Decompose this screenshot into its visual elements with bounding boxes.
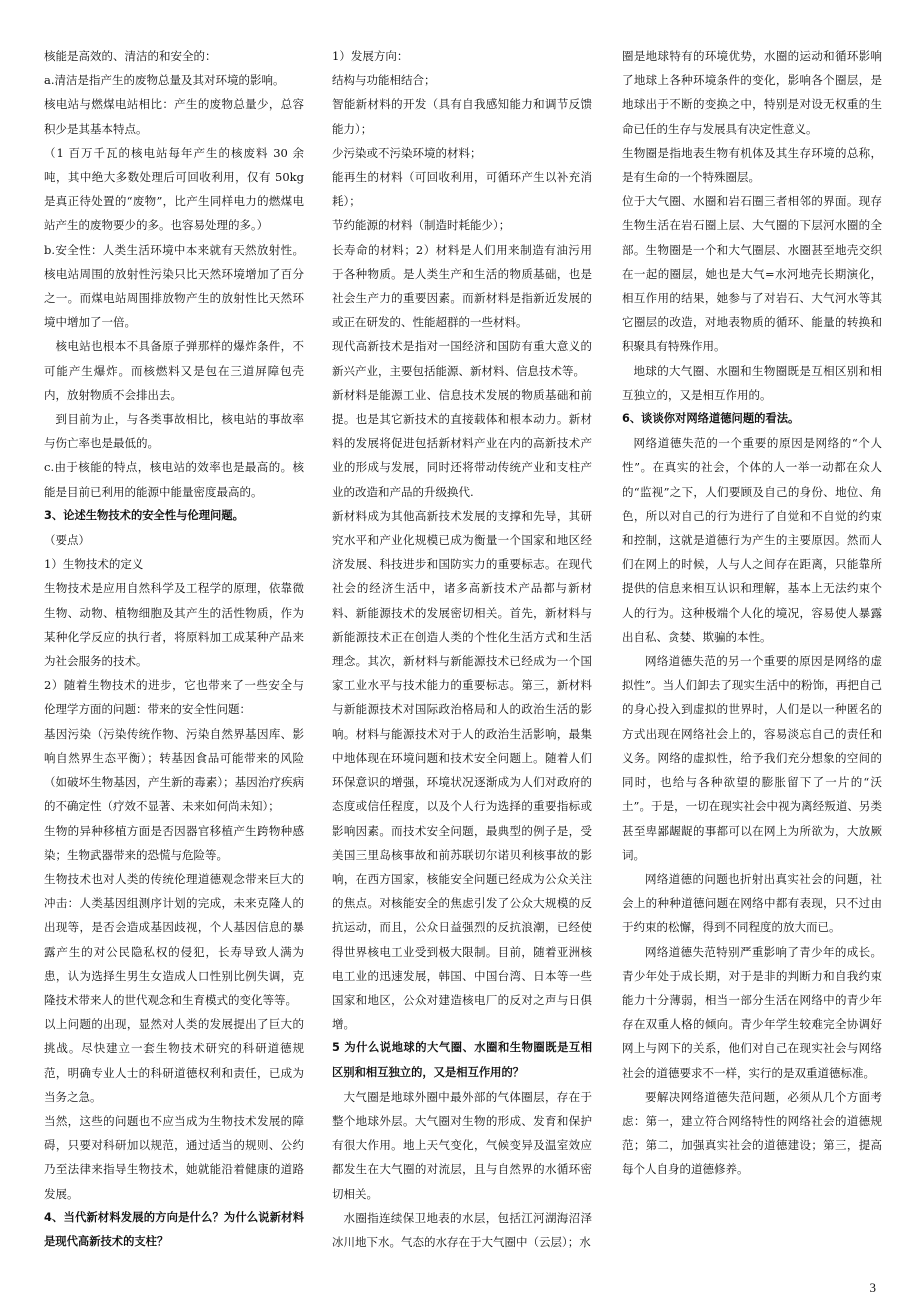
paragraph: 网络道德的问题也折射出真实社会的问题，社会上的种种道德问题在网络中都有表现，只不过由于约束的松懈，得到不同程度的放大而已。 [622,871,882,935]
paragraph: 大气圈是地球外圈中最外部的气体圈层，存在于整个地球外层。大气圈对生物的形成、发育和保护有很大作用。地上天气变化，气候变异及温室效应都发生在大气圈的对流层，且与自然界的水循环密切相关。 [332,1089,592,1201]
paragraph: 生物的异种移植方面是否因器官移植产生跨物种感染；生物武器带来的恐慌与危险等。 [44,823,304,862]
paragraph: 2）随着生物技术的进步，它也带来了一些安全与伦理学方面的问题：带来的安全性问题： [44,678,304,717]
question-heading: 5 为什么说地球的大气圈、水圈和生物圈既是互相区别和相互独立的，又是相互作用的？ [332,1041,592,1079]
paragraph: （1 百万千瓦的核电站每年产生的核废料 30 余吨，其中绝大多数处理后可回收利用，仅有 50kg 是真正待处置的“废物”，比产生同样电力的燃煤电站产生的废物要少的多。也容易处理的多。） [44,145,304,233]
page-number: 3 [869,1280,876,1295]
question-heading: 4、当代新材料发展的方向是什么？为什么说新材料是现代高新技术的支柱？ [44,1210,304,1248]
paragraph: 核能是高效的、清洁的和安全的： [44,49,217,63]
question-heading: 3、论述生物技术的安全性与伦理问题。 [44,508,244,522]
paragraph: 新材料成为其他高新技术发展的支撑和先导，其研究水平和产业化规模已成为衡量一个国家和地区经济发展、科技进步和国防实力的重要标志。在现代社会的经济生活中，诸多高新技术产品都与新材料、新能源技术的发展密切相关。首先，新材料与新能源技术正在创造人类的个性化生活方式和生活理念。其次，新材料与新能源技术已经成为一个国家工业水平与技术能力的重要标志。第三，新材料与新能源技术对国际政治格局和人的政治生活的影响。材料与能源技术对于人的政治生活影响，最集中地体现在环境问题和技术安全问题上。随着人们环保意识的增强，环境状况逐渐成为人们对政府的态度或信任程度，以及个人行为选择的重要指标或影响因素。而技术安全问题，最典型的例子是，受美国三里岛核事故和前苏联切尔诺贝利核事故的影响，在西方国家，核能安全问题已经成为公众关注的焦点。对核能安全的焦虑引发了公众大规模的反抗运动，而且，公众日益强烈的反抗浪潮，已经使得世界核电工业受到极大限制。目前，随着亚洲核电工业的迅速发展，韩国、中国台湾、日本等一些国家和地区，公众对建造核电厂的反对之声与日俱增。 [332,508,592,1032]
paragraph: 长寿命的材料；2）材料是人们用来制造有油污用于各种物质。是人类生产和生活的物质基础，也是社会生产力的重要因素。而新材料是指新近发展的或正在研发的、性能超群的一些材料。 [332,242,592,330]
paragraph: 生物圈是指地表生物有机体及其生存环境的总称，是有生命的一个特殊圈层。 [622,145,882,185]
paragraph: 圈是地球特有的环境优势，水圈的运动和循环影响了地球上各种环境条件的变化，影响各个圈层，是地球出于不断的变换之中，特别是对设无权重的生命已任的生存与发展具有决定性意义。 [622,49,882,136]
paragraph: 现代高新技术是指对一国经济和国防有重大意义的新兴产业，主要包括能源、新材料、信息技术等。 [332,339,592,378]
paragraph: 结构与功能相结合； [332,73,436,88]
paragraph: 地球的大气圈、水圈和生物圈既是互相区别和相互独立的，又是相互作用的。 [622,363,882,402]
paragraph: （要点） [44,533,90,548]
paragraph: 到目前为止，与各类事故相比，核电站的事故率与伤亡率也是最低的。 [44,412,304,451]
paragraph: b.安全性：人类生活环境中本来就有天然放射性。核电站周围的放射性污染只比天然环境增加了百分之一。而煤电站周围排放物产生的放射性比天然环境中增加了一倍。 [44,242,304,330]
paragraph: 基因污染（污染传统作物、污染自然界基因库、影响自然界生态平衡）；转基因食品可能带来的风险（如破坏生物基因，产生新的毒素）；基因治疗疾病的不确定性（疗效不显著、未来如何尚未知）； [44,726,304,814]
paragraph: 新材料是能源工业、信息技术发展的物质基础和前提。也是其它新技术的直接载体和根本动力。新材料的发展将促进包括新材料产业在内的高新技术产业的形成与发展，同时还将带动传统产业和支柱产业的改造和产品的升级换代. [332,387,592,499]
question-heading: 6、谈谈你对网络道德问题的看法。 [622,412,800,426]
paragraph: a.清洁是指产生的废物总量及其对环境的影响。 [44,73,285,88]
paragraph: 1）生物技术的定义 [44,557,144,572]
paragraph: 生物技术也对人类的传统伦理道德观念带来巨大的冲击：人类基因组测序计划的完成，未来克隆人的出现等，是否会造成基因歧视，个人基因信息的暴露产生的对公民隐私权的侵犯，长寿导致人满为患，认为选择生男生女造成人口性别比例失调，克隆技术带来人的世代观念和生育模式的变化等等。 [44,871,304,1007]
paragraph: 核电站与燃煤电站相比：产生的废物总量少，总容积少是其基本特点。 [44,97,304,136]
paragraph: 水圈指连续保卫地表的水层，包括江河湖海沼泽冰川地下水。气态的水存在于大气圈中（云层）；水 [332,1210,592,1249]
paragraph: 1）发展方向： [332,49,409,63]
text-column-right [622,44,882,1182]
paragraph: 少污染或不污染环境的材料； [332,145,482,160]
paragraph: 当然，这些的问题也不应当成为生物技术发展的障碍，只要对科研加以规范，通过适当的规则、公约乃至法律来指导生物技术，她就能沿着健康的道路发展。 [44,1113,304,1201]
text-column-middle [332,44,592,1254]
text-column-left [44,44,304,1254]
paragraph: 位于大气圈、水圈和岩石圈三者相邻的界面。现存生物生活在岩石圈上层、大气圈的下层河水圈的全部。生物圈是一个和大气圈层、水圈甚至地壳交织在一起的圈层，她也是大气=水河地壳长期演化，相互作用的结果，她参与了对岩石、大气河水等其它圈层的改造，对地表物质的循环、能量的转换和积聚具有特殊作用。 [622,194,882,354]
paragraph: 核电站也根本不具备原子弹那样的爆炸条件，不可能产生爆炸。而核燃料又是包在三道屏障包壳内，放射物质不会排出去。 [44,339,304,402]
paragraph: 要解决网络道德失范问题，必须从几个方面考虑：第一，建立符合网络特性的网络社会的道德规范；第二，加强真实社会的道德建设；第三，提高每个人自身的道德修养。 [622,1089,882,1177]
paragraph: c.由于核能的特点，核电站的效率也是最高的。核能是目前已利用的能源中能量密度最高的。 [44,460,304,499]
paragraph: 网络道德失范特别严重影响了青少年的成长。青少年处于成长期，对于是非的判断力和自我约束能力十分薄弱，相当一部分生活在网络中的青少年存在双重人格的倾向。青少年学生较难完全协调好网上与网下的关系，他们对自己在现实社会与网络社会的道德要求不一样，实行的是双重道德标准。 [622,944,882,1080]
paragraph: 网络道德失范的一个重要的原因是网络的“个人性”。在真实的社会，个体的人一举一动都在众人的“监视”之下，人们要顾及自己的身份、地位、角色，所以对自己的行为进行了自觉和不自觉的约束和控制，这就是道德行为产生的主要原因。然而人们在网上的时候，人与人之间存在距离，只能靠所提供的信息来相互认识和理解，基本上无法约束个人的行为。这种极端个人化的境况，容易使人暴露出自私、贪婪、欺骗的本性。 [622,436,882,644]
paragraph: 智能新材料的开发（具有自我感知能力和调节反馈能力）； [332,97,592,136]
paragraph: 能再生的材料（可回收利用，可循环产生以补充消耗）； [332,170,592,209]
paragraph: 生物技术是应用自然科学及工程学的原理，依靠微生物、动物、植物细胞及其产生的活性物质，作为某种化学反应的执行者，将原料加工成某种产品来为社会服务的技术。 [44,581,304,669]
paragraph: 以上问题的出现，显然对人类的发展提出了巨大的挑战。尽快建立一套生物技术研究的科研道德规范，明确专业人士的科研道德权利和责任，已成为当务之急。 [44,1017,304,1104]
paragraph: 节约能源的材料（制造时耗能少）； [332,218,511,233]
paragraph: 网络道德失范的另一个重要的原因是网络的虚拟性”。当人们卸去了现实生活中的粉饰，再把自己的身心投入到虚拟的世界时，人们是以一种匿名的方式出现在网络社会上的，容易淡忘自己的责任和义务。网络的虚拟性，给予我们充分想象的空间的同时，也给与各种欲望的膨胀留下了一片的“沃土”。于是，一切在现实社会中视为离经叛道、另类甚至卑鄙龌龊的事都可以在网上为所欲为，大放厥词。 [622,654,882,862]
